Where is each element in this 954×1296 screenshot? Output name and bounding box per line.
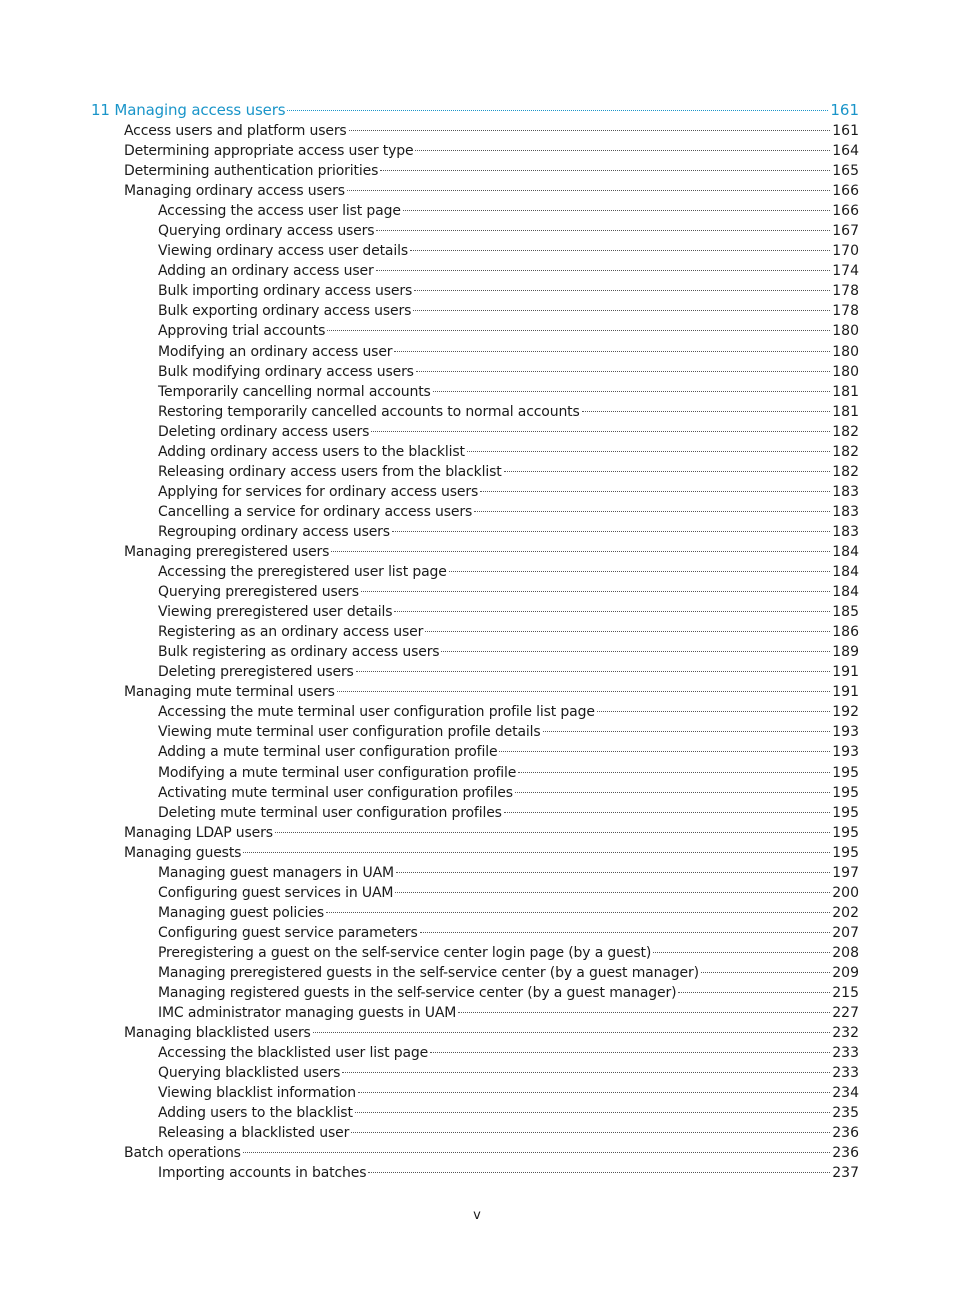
- toc-entry-link[interactable]: [0, 161, 954, 181]
- toc-entry-title: Preregistering a guest on the self-service center login page (by a guest): [158, 944, 652, 961]
- toc-dot-leader: [449, 571, 831, 572]
- toc-entry-link[interactable]: [0, 742, 954, 762]
- toc-page-number: 180: [832, 363, 859, 380]
- toc-dot-leader: [349, 130, 831, 131]
- toc-entry-link[interactable]: [0, 722, 954, 742]
- toc-page-number: 195: [832, 784, 859, 801]
- toc-chapter-link[interactable]: [0, 100, 954, 121]
- toc-page-number: 193: [832, 744, 859, 761]
- table-of-contents: [0, 100, 954, 1183]
- toc-entry-link[interactable]: [0, 362, 954, 382]
- toc-dot-leader: [327, 330, 830, 331]
- toc-page-number: 182: [832, 443, 859, 460]
- toc-entry-title: Adding ordinary access users to the blacklist: [158, 443, 465, 460]
- toc-entry-link[interactable]: [0, 803, 954, 823]
- toc-dot-leader: [499, 751, 830, 752]
- toc-entry-title: Managing LDAP users: [124, 824, 273, 841]
- toc-dot-leader: [394, 351, 830, 352]
- toc-page-number: 195: [832, 804, 859, 821]
- toc-entry-link[interactable]: [0, 943, 954, 963]
- toc-dot-leader: [414, 290, 830, 291]
- toc-entry-title: Modifying an ordinary access user: [158, 343, 393, 360]
- toc-dot-leader: [342, 1072, 830, 1073]
- toc-entry-link[interactable]: [0, 923, 954, 943]
- toc-entry-title: Access users and platform users: [124, 123, 347, 139]
- toc-page-number: 193: [832, 724, 859, 741]
- toc-dot-leader: [371, 431, 830, 432]
- toc-entry-link[interactable]: [0, 823, 954, 843]
- toc-entry-link[interactable]: [0, 261, 954, 281]
- toc-entry-title: Managing preregistered users: [124, 543, 330, 560]
- toc-entry-title: Registering as an ordinary access user: [158, 624, 424, 641]
- toc-entry-title: Releasing a blacklisted user: [158, 1125, 350, 1142]
- toc-entry-link[interactable]: [0, 582, 954, 602]
- toc-entry-title: Managing mute terminal users: [124, 684, 335, 701]
- toc-page-number: 182: [832, 463, 859, 480]
- toc-page-number: 237: [832, 1165, 859, 1182]
- toc-entry-title: Managing registered guests in the self-service center (by a guest manager): [158, 985, 677, 1002]
- toc-page-number: 235: [832, 1105, 859, 1122]
- toc-dot-leader: [504, 471, 831, 472]
- toc-entry-title: Viewing mute terminal user configuration profile details: [158, 724, 541, 741]
- toc-page-number: 207: [832, 924, 859, 941]
- toc-dot-leader: [326, 912, 830, 913]
- toc-entry-link[interactable]: [0, 883, 954, 903]
- toc-page-number: 200: [832, 884, 859, 901]
- toc-entry-link[interactable]: [0, 221, 954, 241]
- toc-entry-link[interactable]: [0, 1003, 954, 1023]
- toc-page-number: 170: [832, 243, 859, 260]
- toc-page-number: 191: [832, 684, 859, 701]
- toc-entry-title: Adding users to the blacklist: [158, 1105, 353, 1122]
- toc-entry-link[interactable]: [0, 121, 954, 141]
- toc-dot-leader: [678, 992, 830, 993]
- toc-entry-link[interactable]: [0, 482, 954, 502]
- toc-page-number: 232: [832, 1025, 859, 1042]
- toc-page-number: 236: [832, 1145, 859, 1162]
- toc-dot-leader: [361, 591, 830, 592]
- toc-dot-leader: [376, 230, 830, 231]
- toc-page-number: 161: [832, 123, 859, 139]
- toc-dot-leader: [413, 310, 830, 311]
- toc-entry-link[interactable]: [0, 422, 954, 442]
- toc-dot-leader: [415, 150, 830, 151]
- toc-dot-leader: [331, 551, 830, 552]
- page-number: v: [473, 1208, 481, 1223]
- toc-entry-title: Viewing ordinary access user details: [158, 243, 408, 260]
- toc-entry-title: Bulk exporting ordinary access users: [158, 303, 412, 320]
- toc-dot-leader: [403, 210, 830, 211]
- toc-page-number: 227: [832, 1005, 859, 1022]
- toc-entry-title: Restoring temporarily cancelled accounts to normal accounts: [158, 403, 580, 420]
- toc-entry-link[interactable]: [0, 1163, 954, 1183]
- toc-dot-leader: [653, 952, 830, 953]
- toc-dot-leader: [368, 1172, 830, 1173]
- toc-entry-link[interactable]: [0, 963, 954, 983]
- toc-page-number: 166: [832, 183, 859, 200]
- toc-dot-leader: [313, 1032, 831, 1033]
- toc-entry-link[interactable]: [0, 1023, 954, 1043]
- toc-dot-leader: [358, 1092, 830, 1093]
- toc-dot-leader: [356, 671, 831, 672]
- toc-page-number: 192: [832, 704, 859, 721]
- toc-entry-title: Activating mute terminal user configuration profiles: [158, 784, 513, 801]
- toc-entry-link[interactable]: [0, 402, 954, 422]
- toc-page-number: 233: [832, 1065, 859, 1082]
- toc-dot-leader: [420, 932, 831, 933]
- toc-entry-title: Viewing blacklist information: [158, 1085, 356, 1102]
- toc-page-number: 234: [832, 1085, 859, 1102]
- toc-entry-link[interactable]: [0, 682, 954, 702]
- toc-page-number: 236: [832, 1125, 859, 1142]
- toc-entry-title: Accessing the mute terminal user configuration profile list page: [158, 704, 595, 721]
- toc-entry-link[interactable]: [0, 241, 954, 261]
- toc-page-number: 195: [832, 844, 859, 861]
- toc-entry-title: Bulk modifying ordinary access users: [158, 363, 414, 380]
- toc-dot-leader: [347, 190, 830, 191]
- toc-page-number: 233: [832, 1045, 859, 1062]
- toc-page-number: 161: [830, 101, 859, 119]
- toc-page-number: 185: [832, 604, 859, 621]
- toc-entry-title: Batch operations: [124, 1145, 241, 1162]
- toc-entry-link[interactable]: [0, 1083, 954, 1103]
- toc-entry-link[interactable]: [0, 442, 954, 462]
- toc-page-number: 174: [832, 263, 859, 280]
- toc-entry-link[interactable]: [0, 702, 954, 722]
- toc-entry-title: Managing ordinary access users: [124, 183, 345, 200]
- toc-entry-title: Querying blacklisted users: [158, 1065, 341, 1082]
- toc-dot-leader: [597, 711, 830, 712]
- toc-entry-title: Releasing ordinary access users from the blacklist: [158, 463, 502, 480]
- toc-entry-title: Regrouping ordinary access users: [158, 523, 390, 540]
- toc-entry-link[interactable]: [0, 843, 954, 863]
- toc-page-number: 184: [832, 584, 859, 601]
- toc-page-number: 181: [832, 383, 859, 400]
- toc-entry-link[interactable]: [0, 502, 954, 522]
- toc-entry-link[interactable]: [0, 562, 954, 582]
- toc-page-number: 215: [832, 985, 859, 1002]
- toc-entry-link[interactable]: [0, 522, 954, 542]
- toc-dot-leader: [480, 491, 830, 492]
- toc-page-number: 209: [832, 964, 859, 981]
- toc-page-number: 178: [832, 303, 859, 320]
- toc-entry-link[interactable]: [0, 983, 954, 1003]
- toc-entry-title: Querying ordinary access users: [158, 223, 375, 240]
- toc-entry-title: Applying for services for ordinary access users: [158, 483, 479, 500]
- toc-page-number: 197: [832, 864, 859, 881]
- toc-entry-title: Managing guest policies: [158, 904, 324, 921]
- toc-dot-leader: [410, 250, 830, 251]
- toc-entry-link[interactable]: [0, 342, 954, 362]
- toc-entry-link[interactable]: [0, 642, 954, 662]
- toc-dot-leader: [433, 391, 831, 392]
- toc-entry-link[interactable]: [0, 321, 954, 341]
- toc-dot-leader: [518, 772, 830, 773]
- toc-entry-title: Managing guests: [124, 844, 242, 861]
- toc-entry-link[interactable]: [0, 763, 954, 783]
- toc-entry-title: 11 Managing access users: [91, 101, 286, 119]
- toc-dot-leader: [543, 731, 831, 732]
- toc-entry-title: Configuring guest service parameters: [158, 924, 418, 941]
- toc-dot-leader: [243, 852, 830, 853]
- toc-page-number: 164: [832, 143, 859, 160]
- toc-page-number: 183: [832, 523, 859, 540]
- toc-dot-leader: [425, 631, 830, 632]
- toc-page-number: 189: [832, 644, 859, 661]
- toc-entry-link[interactable]: [0, 903, 954, 923]
- toc-page-number: 180: [832, 323, 859, 340]
- toc-dot-leader: [275, 832, 830, 833]
- toc-entry-link[interactable]: [0, 1123, 954, 1143]
- toc-entry-link[interactable]: [0, 542, 954, 562]
- toc-entry-title: Accessing the blacklisted user list page: [158, 1045, 429, 1062]
- toc-dot-leader: [243, 1152, 830, 1153]
- toc-dot-leader: [474, 511, 830, 512]
- toc-dot-leader: [458, 1012, 830, 1013]
- toc-page-number: 183: [832, 503, 859, 520]
- toc-dot-leader: [394, 611, 830, 612]
- toc-dot-leader: [441, 651, 830, 652]
- toc-dot-leader: [376, 270, 831, 271]
- toc-dot-leader: [395, 892, 830, 893]
- toc-entry-title: Accessing the access user list page: [158, 203, 401, 220]
- toc-page-number: 167: [832, 223, 859, 240]
- toc-dot-leader: [582, 411, 831, 412]
- toc-entry-title: Modifying a mute terminal user configuration profile: [158, 764, 517, 781]
- toc-entry-title: Managing blacklisted users: [124, 1025, 311, 1042]
- toc-entry-title: Importing accounts in batches: [158, 1165, 367, 1182]
- toc-entry-title: Deleting mute terminal user configuration profiles: [158, 804, 502, 821]
- toc-entry-title: Deleting ordinary access users: [158, 423, 370, 440]
- toc-dot-leader: [337, 691, 831, 692]
- toc-dot-leader: [416, 371, 830, 372]
- toc-entry-title: Managing guest managers in UAM: [158, 864, 394, 881]
- toc-page-number: 165: [832, 163, 859, 180]
- toc-page-number: 183: [832, 483, 859, 500]
- toc-entry-link[interactable]: [0, 462, 954, 482]
- toc-entry-link[interactable]: [0, 863, 954, 883]
- toc-entry-title: Bulk registering as ordinary access users: [158, 644, 440, 661]
- toc-entry-title: Determining appropriate access user type: [124, 143, 414, 160]
- toc-entry-title: Adding an ordinary access user: [158, 263, 374, 280]
- toc-dot-leader: [430, 1052, 830, 1053]
- toc-page-number: 182: [832, 423, 859, 440]
- toc-dot-leader: [504, 812, 830, 813]
- toc-page-number: 195: [832, 824, 859, 841]
- toc-entry-title: Querying preregistered users: [158, 584, 359, 601]
- toc-entry-title: Viewing preregistered user details: [158, 604, 393, 621]
- toc-dot-leader: [392, 531, 830, 532]
- toc-entry-link[interactable]: [0, 301, 954, 321]
- toc-dot-leader: [287, 110, 828, 111]
- toc-entry-link[interactable]: [0, 602, 954, 622]
- toc-dot-leader: [467, 451, 830, 452]
- toc-entry-link[interactable]: [0, 662, 954, 682]
- toc-entry-title: IMC administrator managing guests in UAM: [158, 1005, 457, 1022]
- toc-entry-link[interactable]: [0, 201, 954, 221]
- toc-entry-title: Configuring guest services in UAM: [158, 884, 394, 901]
- toc-entry-link[interactable]: [0, 1043, 954, 1063]
- toc-entry-title: Approving trial accounts: [158, 323, 326, 340]
- toc-dot-leader: [515, 792, 830, 793]
- toc-entry-title: Managing preregistered guests in the self-service center (by a guest manager): [158, 964, 699, 981]
- toc-entry-link[interactable]: [0, 382, 954, 402]
- toc-page-number: 184: [832, 543, 859, 560]
- toc-entry-title: Temporarily cancelling normal accounts: [158, 383, 431, 400]
- toc-entry-title: Adding a mute terminal user configuration profile: [158, 744, 498, 761]
- toc-dot-leader: [396, 872, 830, 873]
- toc-dot-leader: [351, 1132, 830, 1133]
- toc-page-number: 178: [832, 283, 859, 300]
- toc-entry-title: Accessing the preregistered user list page: [158, 564, 447, 581]
- toc-entry-link[interactable]: [0, 1103, 954, 1123]
- toc-entry-title: Bulk importing ordinary access users: [158, 283, 413, 300]
- toc-entry-link[interactable]: [0, 141, 954, 161]
- toc-dot-leader: [355, 1112, 830, 1113]
- toc-entry-title: Determining authentication priorities: [124, 163, 379, 180]
- toc-entry-link[interactable]: [0, 181, 954, 201]
- toc-entry-link[interactable]: [0, 281, 954, 301]
- toc-page-number: 180: [832, 343, 859, 360]
- toc-entry-link[interactable]: [0, 1143, 954, 1163]
- toc-page-number: 166: [832, 203, 859, 220]
- toc-dot-leader: [380, 170, 830, 171]
- toc-page-number: 202: [832, 904, 859, 921]
- toc-dot-leader: [701, 972, 830, 973]
- toc-page-number: 186: [832, 624, 859, 641]
- toc-entry-link[interactable]: [0, 1063, 954, 1083]
- toc-entry-title: Deleting preregistered users: [158, 664, 354, 681]
- toc-entry-link[interactable]: [0, 783, 954, 803]
- toc-page-number: 191: [832, 664, 859, 681]
- toc-entry-title: Cancelling a service for ordinary access users: [158, 503, 473, 520]
- toc-page-number: 208: [832, 944, 859, 961]
- toc-entry-link[interactable]: [0, 622, 954, 642]
- toc-page-number: 195: [832, 764, 859, 781]
- toc-page-number: 181: [832, 403, 859, 420]
- toc-page-number: 184: [832, 564, 859, 581]
